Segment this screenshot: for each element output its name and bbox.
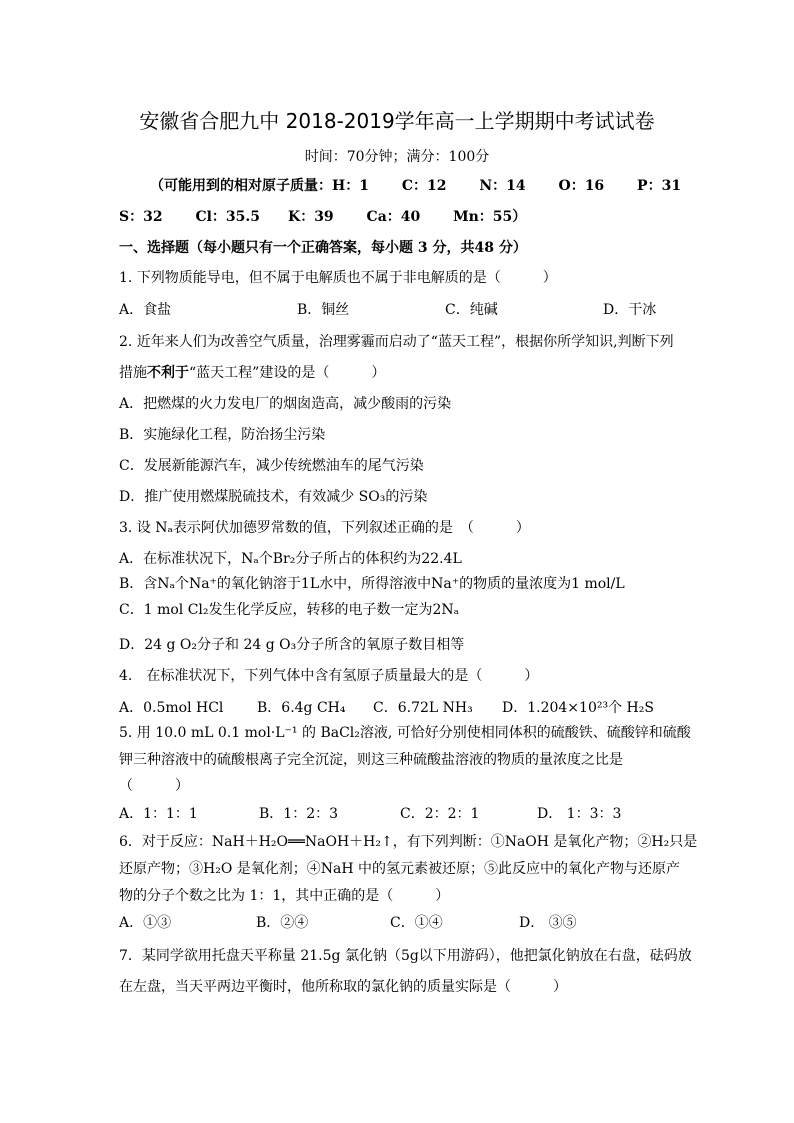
question-6-stem-3: 物的分子个数之比为 1：1，其中正确的是（ ） — [119, 888, 450, 904]
section-heading: 一、选择题（每小题只有一个正确答案，每小题 3 分，共48 分） — [119, 240, 527, 256]
q4-option-a: A．0.5mol HCl — [119, 700, 224, 716]
q1-option-c: C．纯碱 — [445, 302, 498, 318]
q4-option-d: D．1.204×10²³个 H₂S — [502, 700, 654, 716]
q3-option-d: D．24 g O₂分子和 24 g O₃分子所含的氧原子数目相等 — [119, 637, 465, 653]
atomic-mass-line-1: （可能用到的相对原子质量：H：1 C：12 N：14 O：16 P：31 — [150, 178, 682, 194]
q2-option-c: C．发展新能源汽车，减少传统燃油车的尾气污染 — [119, 458, 424, 474]
q3-option-a: A．在标准状况下，Nₐ个Br₂分子所占的体积约为22.4L — [119, 551, 462, 567]
q6-option-a: A．①③ — [119, 915, 172, 931]
q1-option-b: B．铜丝 — [297, 302, 350, 318]
exam-title: 安徽省合肥九中 2018-2019学年高一上学期期中考试试卷 — [139, 109, 655, 133]
q2-option-b: B．实施绿化工程，防治扬尘污染 — [119, 427, 326, 443]
q5-option-c: C．2：2：1 — [400, 806, 480, 822]
q2-stem-prefix: 措施 — [119, 365, 147, 381]
question-5-stem-2: 钾三种溶液中的硫酸根离子完全沉淀，则这三种硫酸盐溶液的物质的量浓度之比是 — [119, 752, 623, 768]
q4-option-c: C．6.72L NH₃ — [373, 700, 473, 716]
question-5-stem-3: （ ） — [119, 778, 189, 794]
question-7-stem-1: 7．某同学欲用托盘天平称量 21.5g 氯化钠（5g以下用游码），他把氯化钠放在右盘，砝码放 — [119, 948, 692, 964]
q2-option-d: D．推广使用燃煤脱硫技术，有效减少 SO₃的污染 — [119, 489, 428, 505]
question-3-stem: 3. 设 Nₐ表示阿伏加德罗常数的值，下列叙述正确的是 （ ） — [119, 520, 530, 536]
question-2-stem-2 — [119, 364, 385, 382]
q5-option-b: B．1：2：3 — [259, 806, 339, 822]
q4-option-b: B．6.4g CH₄ — [257, 700, 346, 716]
q3-option-b: B．含Nₐ个Na⁺的氧化钠溶于1L水中，所得溶液中Na⁺的物质的量浓度为1 mol/L — [119, 576, 625, 592]
q1-option-d: D．干冰 — [603, 302, 657, 318]
q6-option-d: D． ③⑤ — [519, 915, 577, 931]
question-7-stem-2: 在左盘，当天平两边平衡时，他所称取的氯化钠的质量实际是（ ） — [119, 979, 567, 995]
question-2-stem-1: 2. 近年来人们为改善空气质量，治理雾霾而启动了“蓝天工程”，根据你所学知识,判断下列 — [119, 334, 674, 350]
q2-stem-emphasis: 不利于 — [147, 365, 189, 381]
atomic-mass-line-2: S：32 Cl：35.5 K：39 Ca：40 Mn：55） — [119, 209, 527, 225]
exam-time-score: 时间：70分钟；满分：100分 — [304, 149, 490, 165]
q2-option-a: A．把燃煤的火力发电厂的烟囱造高，减少酸雨的污染 — [119, 396, 452, 412]
q5-option-d: D． 1：3：3 — [537, 806, 622, 822]
q6-option-c: C．①④ — [390, 915, 443, 931]
question-6-stem-1: 6．对于反应：NaH＋H₂O══NaOH＋H₂↑，有下列判断：①NaOH 是氧化产物；②H₂只是 — [119, 834, 698, 850]
q6-option-b: B．②④ — [256, 915, 309, 931]
q3-option-c: C．1 mol Cl₂发生化学反应，转移的电子数一定为2Nₐ — [119, 602, 460, 618]
question-6-stem-2: 还原产物；③H₂O 是氧化剂；④NaH 中的氢元素被还原；⑤此反应中的氧化产物与还原产 — [119, 861, 681, 877]
question-5-stem-1: 5. 用 10.0 mL 0.1 mol·L⁻¹ 的 BaCl₂溶液, 可恰好分别使相同体积的硫酸铁、硫酸锌和硫酸 — [119, 725, 691, 741]
q2-stem-suffix: “蓝天工程”建设的是（ ） — [189, 365, 386, 381]
q1-option-a: A．食盐 — [119, 302, 172, 318]
question-1-stem: 1. 下列物质能导电，但不属于电解质也不属于非电解质的是（ ） — [119, 270, 557, 286]
question-4-stem: 4. 在标准状况下，下列气体中含有氢原子质量最大的是（ ） — [119, 668, 539, 684]
q5-option-a: A．1：1：1 — [119, 806, 198, 822]
